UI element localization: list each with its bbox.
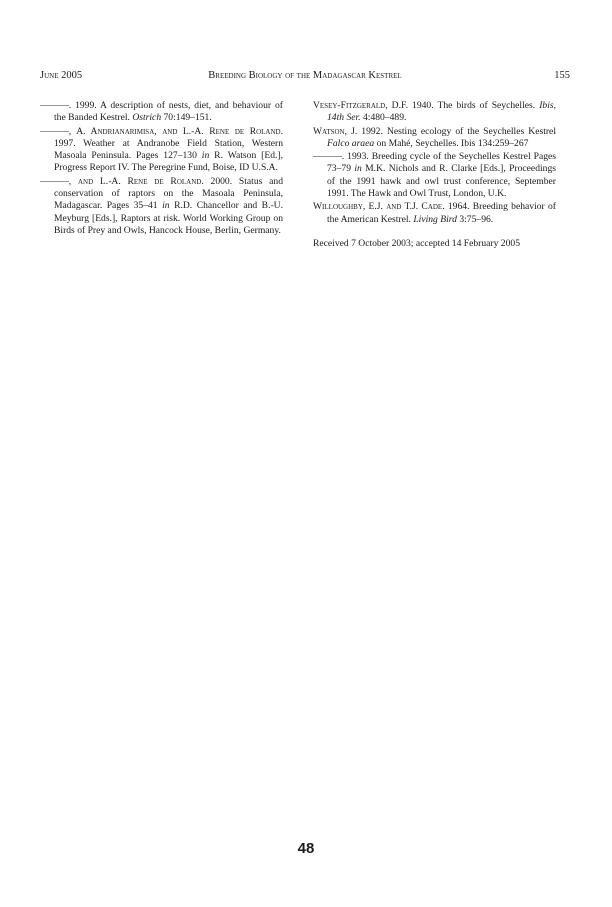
reference-entry	[313, 201, 556, 226]
reference-entry	[40, 176, 283, 237]
reference-author: ———.	[40, 100, 72, 111]
reference-text: 1992. Nesting ecology of the Seychelles Kestrel	[357, 125, 556, 137]
reference-text: 1999. A description of nests, diet, and behaviour of the Banded Kestrel.	[54, 100, 283, 124]
reference-journal: Living Bird	[413, 213, 457, 225]
reference-author: Vesey-Fitzgerald, D.F.	[313, 100, 408, 111]
reference-entry	[313, 126, 556, 151]
reference-journal: in	[162, 200, 170, 212]
reference-entry	[313, 100, 556, 125]
received-note: Received 7 October 2003; accepted 14 February 2005	[313, 237, 520, 249]
reference-text: 1993. Breeding cycle of the Seychelles Kestrel Pages 73–79	[327, 151, 556, 175]
reference-author: Watson, J.	[313, 125, 358, 137]
reference-tail: 4:480–489.	[360, 112, 407, 124]
right-column	[313, 100, 556, 260]
reference-tail: R.D. Chancellor and B.-U. Meyburg [Eds.], Raptors at risk. World Working Group on Birds of Prey and Owls, Hancock House, Berlin, Germany.	[54, 200, 283, 236]
left-column	[40, 100, 283, 238]
reference-text: 1964. Breeding behavior of the American Kestrel.	[327, 201, 556, 225]
header-page-number: 155	[554, 70, 570, 81]
reference-entry	[313, 151, 556, 200]
reference-text: 1997. Weather at Andranobe Field Station, Western Masoala Peninsula. Pages 127–130	[54, 137, 283, 162]
header-title: Breeding Biology of the Madagascar Kestrel	[208, 70, 402, 81]
footer-page-number: 48	[297, 840, 315, 857]
reference-text: 2000. Status and conservation of raptors on the Masoala Peninsula, Madagascar. Pages 35–41	[54, 175, 284, 212]
reference-tail: M.K. Nichols and R. Clarke [Eds.], Proceedings of the 1991 hawk and owl trust conference, September 1991. The Hawk and Owl Trust, London, U.K.	[327, 163, 556, 200]
reference-author: ———.	[313, 151, 345, 163]
reference-tail: on Mahé, Seychelles. Ibis 134:259–267	[374, 137, 529, 149]
reference-tail: 3:75–96.	[456, 213, 494, 225]
reference-tail: R. Watson [Ed.], Progress Report IV. The Peregrine Fund, Boise, ID U.S.A.	[54, 150, 283, 174]
header-date: June 2005	[40, 70, 83, 81]
reference-journal: in	[354, 163, 362, 175]
reference-author: ———, A. Andrianarimisa, and L.-A. Rene de Roland.	[40, 125, 283, 137]
reference-journal: Ostrich	[132, 112, 162, 124]
reference-author: Willoughby, E.J. and T.J. Cade.	[313, 201, 445, 213]
reference-journal: in	[201, 150, 210, 162]
reference-journal: Ibis, 14th Ser.	[327, 100, 556, 124]
reference-tail: 70:149–151.	[161, 112, 212, 124]
reference-entry	[40, 100, 283, 125]
reference-journal: Falco araea	[327, 137, 375, 149]
reference-entry	[40, 126, 283, 175]
running-header	[40, 69, 570, 83]
reference-text: 1940. The birds of Seychelles.	[407, 100, 540, 111]
reference-author: ———, and L.-A. Rene de Roland.	[40, 175, 204, 187]
